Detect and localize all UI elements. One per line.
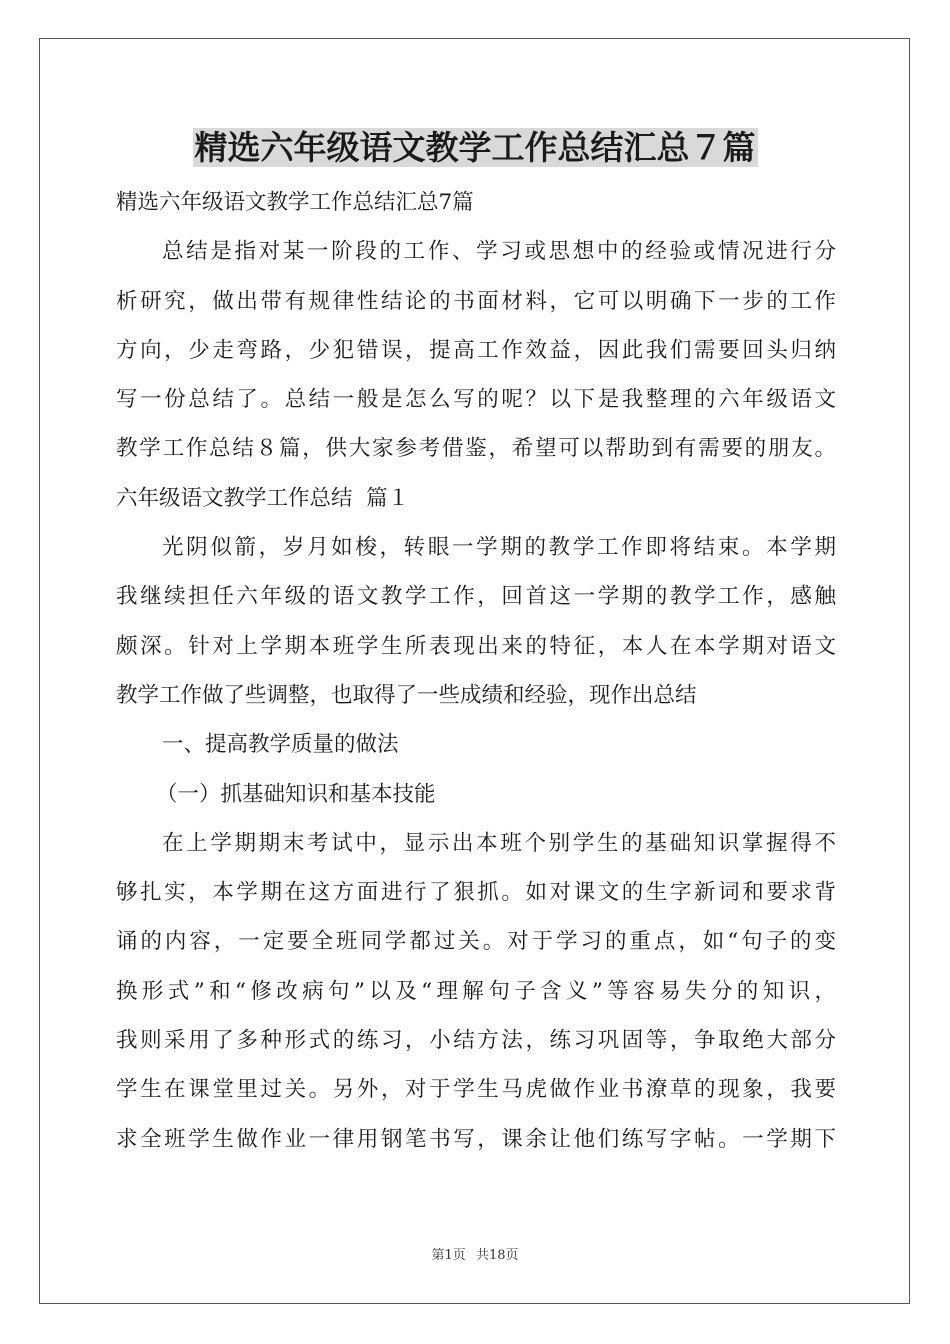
intro-line: 总结是指对某一阶段的工作、学习或思想中的经验或情况进行分 — [162, 239, 836, 265]
paragraph-line: 换形式”和“修改病句”以及“理解句子含义”等容易失分的知识， — [116, 978, 836, 1004]
subtitle: 精选六年级语文教学工作总结汇总7篇 — [116, 190, 474, 215]
paragraph-line: 颇深。针对上学期本班学生所表现出来的特征，本人在本学期对语文 — [116, 633, 836, 659]
paragraph-line: 光阴似箭，岁月如梭，转眼一学期的教学工作即将结束。本学期 — [162, 535, 836, 561]
document-body — [116, 178, 836, 1164]
page-total: 共18页 — [475, 1248, 519, 1263]
paragraph-line: 我则采用了多种形式的练习，小结方法，练习巩固等，争取绝大部分 — [116, 1028, 836, 1054]
paragraph-line: 求全班学生做作业一律用钢笔书写，课余让他们练写字帖。一学期下 — [116, 1126, 836, 1152]
paragraph-line: 够扎实，本学期在这方面进行了狠抓。如对课文的生字新词和要求背 — [116, 880, 836, 906]
document-title-text: 精选六年级语文教学工作总结汇总７篇 — [194, 128, 756, 167]
intro-line: 教学工作总结８篇，供大家参考借鉴，希望可以帮助到有需要的朋友。 — [116, 436, 836, 462]
paragraph-line: 学生在课堂里过关。另外，对于学生马虎做作业书潦草的现象，我要 — [116, 1077, 836, 1103]
paragraph-line: 在上学期期末考试中，显示出本班个别学生的基础知识掌握得不 — [162, 830, 836, 856]
intro-line: 析研究，做出带有规律性结论的书面材料，它可以明确下一步的工作 — [116, 288, 836, 314]
paragraph-line: 我继续担任六年级的语文教学工作，回首这一学期的教学工作，感触 — [116, 584, 836, 610]
paragraph-line: 教学工作做了些调整，也取得了一些成绩和经验，现作出总结 — [116, 682, 697, 708]
page-footer — [0, 1247, 950, 1265]
page-number: 第1页 — [431, 1248, 466, 1263]
paragraph-line: 诵的内容，一定要全班同学都过关。对于学习的重点，如“句子的变 — [116, 929, 836, 955]
heading-level-1: 一、提高教学质量的做法 — [162, 732, 399, 758]
intro-line: 方向，少走弯路，少犯错误，提高工作效益，因此我们需要回头归纳 — [116, 337, 836, 363]
intro-line: 写一份总结了。总结一般是怎么写的呢？以下是我整理的六年级语文 — [116, 387, 836, 413]
document-title — [0, 126, 950, 170]
section-heading: 六年级语文教学工作总结 篇１ — [116, 485, 410, 511]
heading-level-2: （一）抓基础知识和基本技能 — [156, 781, 436, 807]
